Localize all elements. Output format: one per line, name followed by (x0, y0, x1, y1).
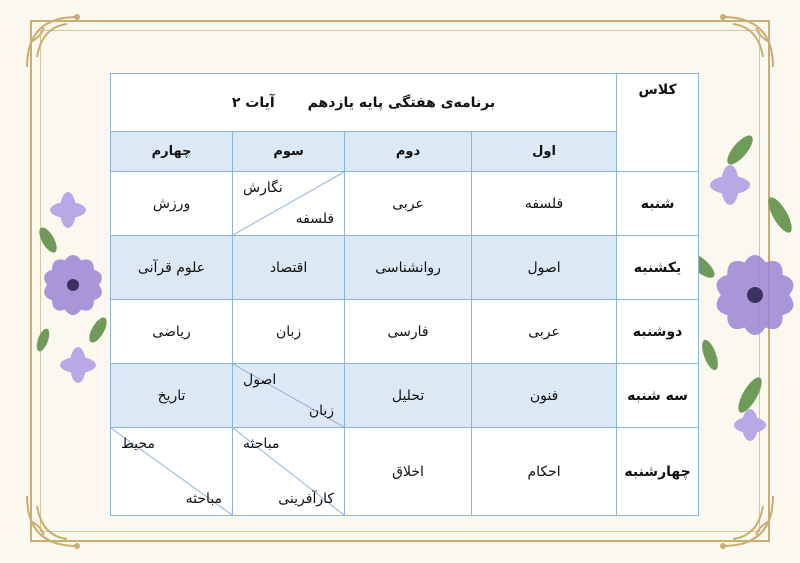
flower-bouquet-icon (28, 170, 118, 410)
day-label: شنبه (617, 172, 699, 236)
split-cell (233, 428, 345, 516)
day-label: سه شنبه (617, 364, 699, 428)
split-cell (111, 428, 233, 516)
column-header: اول (472, 132, 617, 172)
table-row (111, 300, 699, 364)
weekly-schedule-table (110, 73, 699, 516)
table-cell: زبان (233, 300, 345, 364)
table-row (111, 236, 699, 300)
column-header: سوم (233, 132, 345, 172)
table-cell: ریاضی (111, 300, 233, 364)
split-cell (233, 172, 345, 236)
column-header: چهارم (111, 132, 233, 172)
day-label: دوشنبه (617, 300, 699, 364)
table-cell: تحلیل (345, 364, 472, 428)
table-cell: تاریخ (111, 364, 233, 428)
table-cell: روانشناسی (345, 236, 472, 300)
title-main: برنامه‌ی هفتگی پایه یازدهم (307, 94, 496, 111)
table-cell: عربی (472, 300, 617, 364)
table-cell: فارسی (345, 300, 472, 364)
cell-top: اصول (243, 372, 277, 388)
ornament-corner-icon (698, 12, 778, 72)
cell-bottom: زبان (308, 403, 335, 419)
table-row (111, 172, 699, 236)
table-row (111, 428, 699, 516)
table-cell: فلسفه (472, 172, 617, 236)
day-label: چهارشنبه (617, 428, 699, 516)
cell-bottom: مباحثه (185, 491, 223, 507)
cell-top: مباحثه (243, 436, 280, 452)
table-cell: اقتصاد (233, 236, 345, 300)
table-cell: فنون (472, 364, 617, 428)
table-row (111, 364, 699, 428)
table-cell: ورزش (111, 172, 233, 236)
column-header: دوم (345, 132, 472, 172)
table-cell: عربی (345, 172, 472, 236)
cell-bottom: کارآفرینی (278, 491, 335, 507)
cell-top: محیط (121, 436, 156, 452)
cell-top: نگارش (243, 180, 283, 196)
class-label: کلاس (617, 74, 699, 172)
table-cell: احکام (472, 428, 617, 516)
ornament-corner-icon (22, 12, 102, 72)
table-cell: اخلاق (345, 428, 472, 516)
day-label: یکشنبه (617, 236, 699, 300)
ornament-corner-icon (698, 491, 778, 551)
table-cell: علوم قرآنی (111, 236, 233, 300)
table-cell: اصول (472, 236, 617, 300)
ornament-corner-icon (22, 491, 102, 551)
title-sub: آیات ۲ (231, 94, 275, 111)
page-title (111, 74, 617, 132)
split-cell (233, 364, 345, 428)
cell-bottom: فلسفه (295, 211, 335, 227)
